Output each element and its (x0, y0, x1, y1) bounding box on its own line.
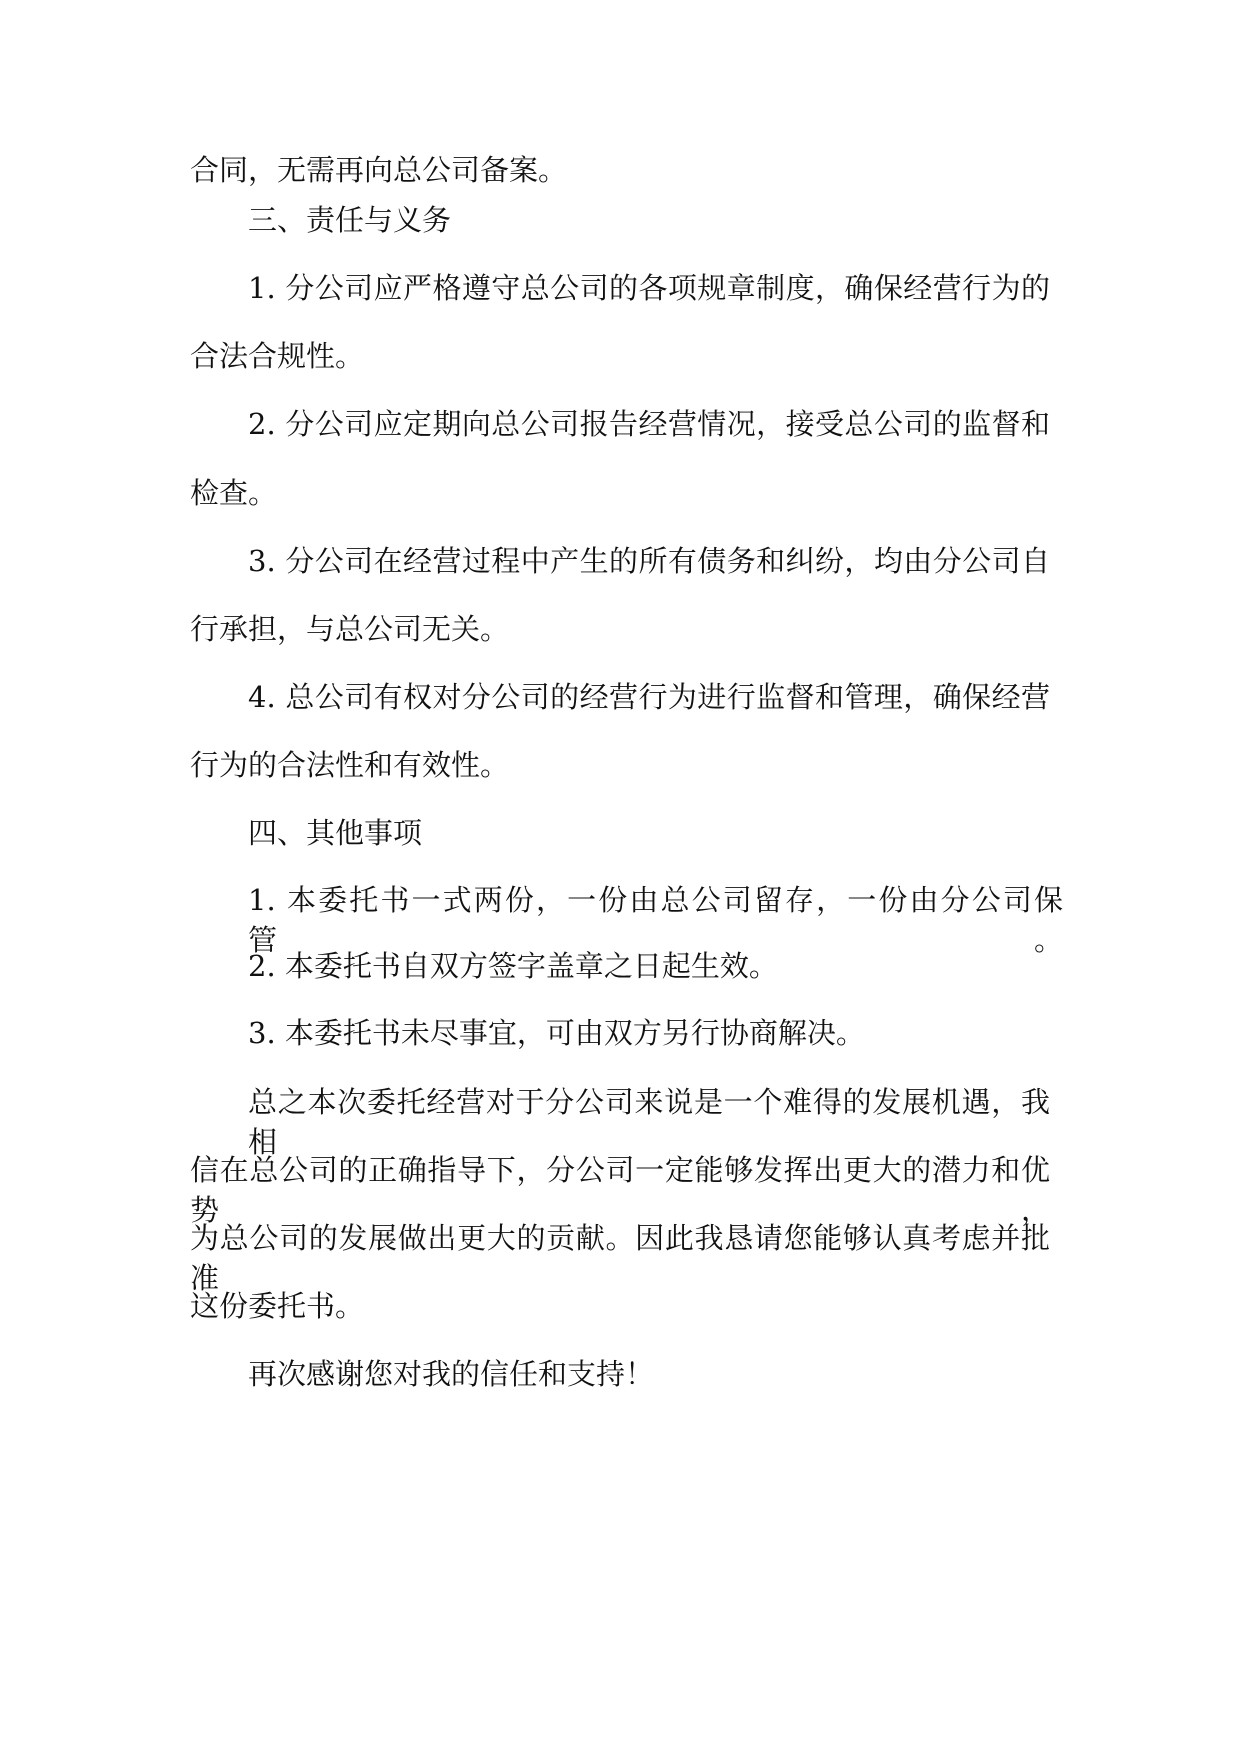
list-item-text: 1. 分公司应严格遵守总公司的各项规章制度，确保经营行为的 (248, 271, 1050, 305)
list-item-text: 1. 本委托书一式两份，一份由总公司留存，一份由分公司保管。 (248, 883, 1063, 957)
section-heading: 三、责任与义务 (248, 203, 452, 237)
paragraph-line: 合法合规性。 (190, 339, 365, 373)
list-item-text: 2. 本委托书自双方签字盖章之日起生效。 (248, 949, 778, 983)
paragraph-line: 检查。 (190, 476, 278, 510)
list-item-text: 2. 分公司应定期向总公司报告经营情况，接受总公司的监督和 (248, 407, 1050, 441)
closing-line: 再次感谢您对我的信任和支持！ (248, 1357, 655, 1391)
paragraph-line: 总之本次委托经营对于分公司来说是一个难得的发展机遇，我相 (248, 1085, 1050, 1159)
paragraph-line: 合同，无需再向总公司备案。 (190, 153, 568, 187)
paragraph-line: 这份委托书。 (190, 1289, 365, 1323)
paragraph-line: 为总公司的发展做出更大的贡献。因此我恳请您能够认真考虑并批准 (190, 1221, 1050, 1295)
list-item-text: 4. 总公司有权对分公司的经营行为进行监督和管理，确保经营 (248, 680, 1050, 714)
paragraph-line: 行为的合法性和有效性。 (190, 748, 510, 782)
list-item-text: 3. 分公司在经营过程中产生的所有债务和纠纷，均由分公司自 (248, 544, 1050, 578)
paragraph-line: 行承担，与总公司无关。 (190, 612, 510, 646)
section-heading: 四、其他事项 (248, 816, 423, 850)
list-item-text: 3. 本委托书未尽事宜，可由双方另行协商解决。 (248, 1016, 865, 1050)
paragraph-line: 信在总公司的正确指导下，分公司一定能够发挥出更大的潜力和优势， (190, 1153, 1050, 1227)
